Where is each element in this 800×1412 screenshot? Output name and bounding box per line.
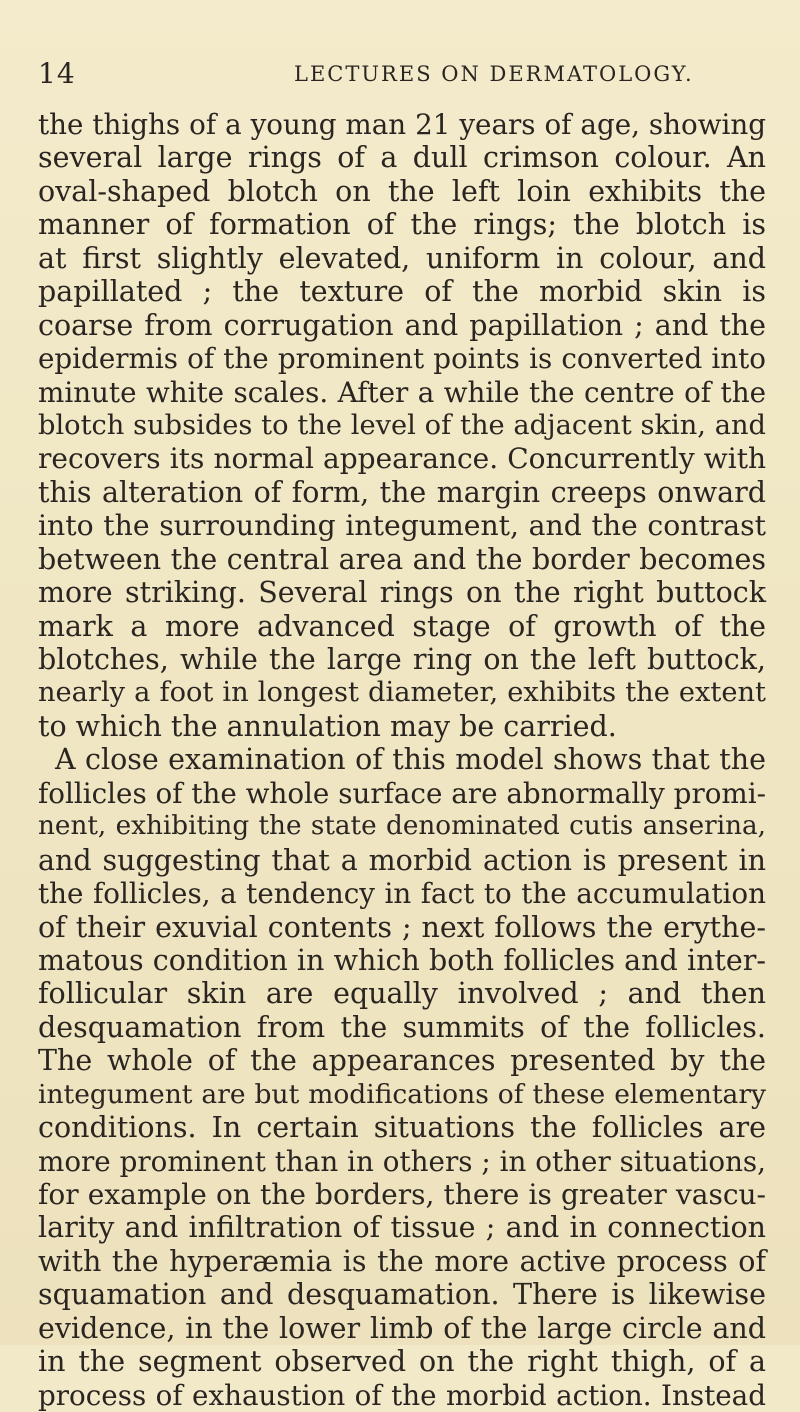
text-line: papillated ; the texture of the morbid skin is: [38, 275, 766, 309]
text-line: with the hyperæmia is the more active process of: [38, 1244, 766, 1278]
text-line: mark a more advanced stage of growth of the: [38, 609, 766, 643]
text-line: oval-shaped blotch on the left loin exhibits the: [38, 174, 766, 208]
text-line: follicles of the whole surface are abnormally promi-: [38, 776, 766, 810]
text-line: blotch subsides to the level of the adjacent skin, and: [38, 409, 766, 441]
text-line: between the central area and the border becomes: [38, 542, 766, 576]
text-line: and suggesting that a morbid action is present in: [38, 843, 766, 877]
text-line: nearly a foot in longest diameter, exhibits the extent: [38, 677, 766, 709]
text-line: to which the annulation may be carried.: [38, 709, 617, 743]
text-line: larity and infiltration of tissue ; and in connection: [38, 1211, 766, 1245]
text-line: minute white scales. After a while the centre of the: [38, 375, 766, 409]
text-line: the follicles, a tendency in fact to the accumulation: [38, 877, 766, 911]
text-line: integument are but modifications of these elementary: [38, 1078, 766, 1110]
text-line: conditions. In certain situations the follicles are: [38, 1111, 766, 1145]
text-line: squamation and desquamation. There is likewise: [38, 1278, 766, 1312]
text-line: into the surrounding integument, and the contrast: [38, 509, 766, 543]
text-line: matous condition in which both follicles and inter-: [38, 943, 766, 977]
text-line: the thighs of a young man 21 years of age, showing: [38, 108, 766, 141]
text-line: coarse from corrugation and papillation ; and the: [38, 308, 766, 342]
running-head: LECTURES ON DERMATOLOGY.: [294, 62, 694, 86]
text-line: more striking. Several rings on the right buttock: [38, 576, 766, 610]
text-line: at first slightly elevated, uniform in colour, and: [38, 241, 766, 275]
paragraph-1: [38, 108, 766, 743]
text-line: of their exuvial contents ; next follows the erythe-: [38, 910, 766, 944]
text-line: this alteration of form, the margin creeps onward: [38, 475, 766, 509]
text-line: desquamation from the summits of the follicles.: [38, 1010, 766, 1044]
text-line: in the segment observed on the right thigh, of a: [38, 1345, 766, 1379]
text-line: evidence, in the lower limb of the large circle and: [38, 1311, 766, 1345]
text-line: blotches, while the large ring on the left buttock,: [38, 643, 766, 676]
text-line-indented: A close examination of this model shows that the: [55, 743, 766, 777]
text-line: manner of formation of the rings; the blotch is: [38, 208, 766, 242]
text-line: follicular skin are equally involved ; and then: [38, 977, 766, 1011]
text-line: for example on the borders, there is greater vascu-: [38, 1178, 766, 1211]
page-header: [38, 57, 766, 91]
text-line: more prominent than in others ; in other situations,: [38, 1144, 766, 1178]
text-line: recovers its normal appearance. Concurrently with: [38, 442, 766, 476]
text-line: The whole of the appearances presented by the: [38, 1044, 766, 1078]
paragraph-2: [38, 743, 766, 1412]
text-line: process of exhaustion of the morbid action. Instead: [38, 1378, 766, 1412]
text-line: several large rings of a dull crimson colour. An: [38, 141, 766, 175]
text-line: epidermis of the prominent points is converted into: [38, 342, 766, 376]
body-text: [38, 108, 766, 1412]
text-line: nent, exhibiting the state denominated cutis anserina,: [38, 811, 766, 842]
page-number: 14: [38, 57, 76, 90]
